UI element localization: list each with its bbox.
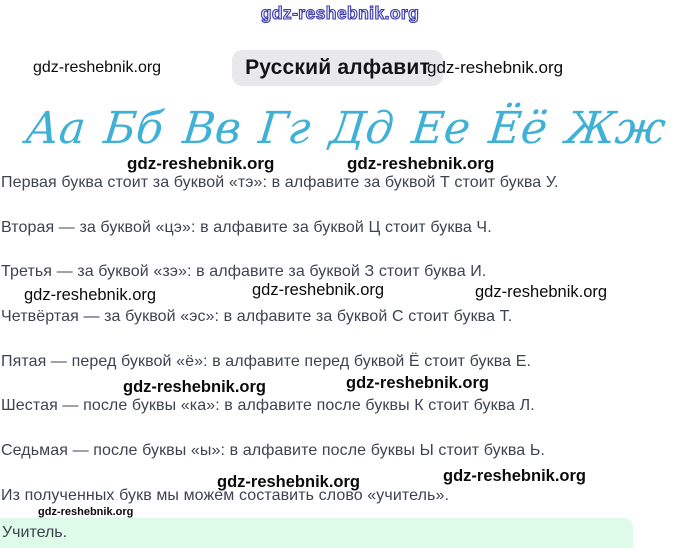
cursive-pair-ve: Вв	[179, 102, 244, 154]
solution-line-5: Пятая — перед буквой «ё»: в алфавите перед буквой Ё стоит буква Е.	[1, 353, 532, 370]
solution-line-1: Первая буква стоит за буквой «тэ»: в алфавите за буквой Т стоит буква У.	[1, 174, 559, 191]
watermark-row3-1: gdz-reshebnik.org	[24, 286, 157, 304]
watermark-title-left: gdz-reshebnik.org	[33, 59, 162, 76]
cursive-pair-de: Дд	[327, 102, 397, 154]
cursive-pair-aa: Аа	[23, 102, 89, 154]
cursive-pair-yo: Ёё	[486, 102, 551, 154]
solution-line-2: Вторая — за буквой «цэ»: в алфавите за буквой Ц стоит буква Ч.	[1, 219, 492, 236]
cursive-pair-zhe: Жж	[563, 102, 669, 154]
cursive-pair-be: Бб	[101, 102, 167, 154]
watermark-under-alphabet-2: gdz-reshebnik.org	[347, 154, 495, 173]
solution-line-3: Третья — за буквой «зэ»: в алфавите за буквой З стоит буква И.	[1, 263, 487, 280]
watermark-top: gdz-reshebnik.org	[260, 3, 420, 23]
watermark-title-right: gdz-reshebnik.org	[427, 58, 564, 77]
watermark-row5-1: gdz-reshebnik.org	[123, 378, 267, 396]
cursive-alphabet-row	[23, 92, 669, 164]
watermark-row3-3: gdz-reshebnik.org	[475, 283, 608, 301]
cursive-pair-ge: Гг	[256, 102, 314, 154]
solution-line-6: Шестая — после буквы «ка»: в алфавите после буквы К стоит буква Л.	[1, 397, 535, 414]
cursive-pair-ye: Ее	[409, 102, 474, 154]
page-title: Русский алфавит	[245, 56, 430, 79]
answer-box	[0, 518, 633, 548]
answer-text: Учитель.	[2, 524, 68, 541]
watermark-small-bottom: gdz-reshebnik.org	[38, 506, 134, 518]
solution-line-7: Седьмая — после буквы «ы»: в алфавите после буквы Ы стоит буква Ь.	[1, 442, 545, 459]
watermark-row3-2: gdz-reshebnik.org	[252, 281, 385, 299]
watermark-under-alphabet-1: gdz-reshebnik.org	[127, 154, 275, 173]
watermark-row7-2: gdz-reshebnik.org	[443, 467, 587, 485]
watermark-row7-1: gdz-reshebnik.org	[217, 473, 361, 491]
watermark-row5-2: gdz-reshebnik.org	[346, 374, 490, 392]
solution-line-4: Четвёртая — за буквой «эс»: в алфавите за буквой С стоит буква Т.	[1, 308, 513, 325]
title-badge	[232, 50, 443, 86]
solution-line-8: Из полученных букв мы можем составить слово «учитель».	[1, 487, 450, 504]
